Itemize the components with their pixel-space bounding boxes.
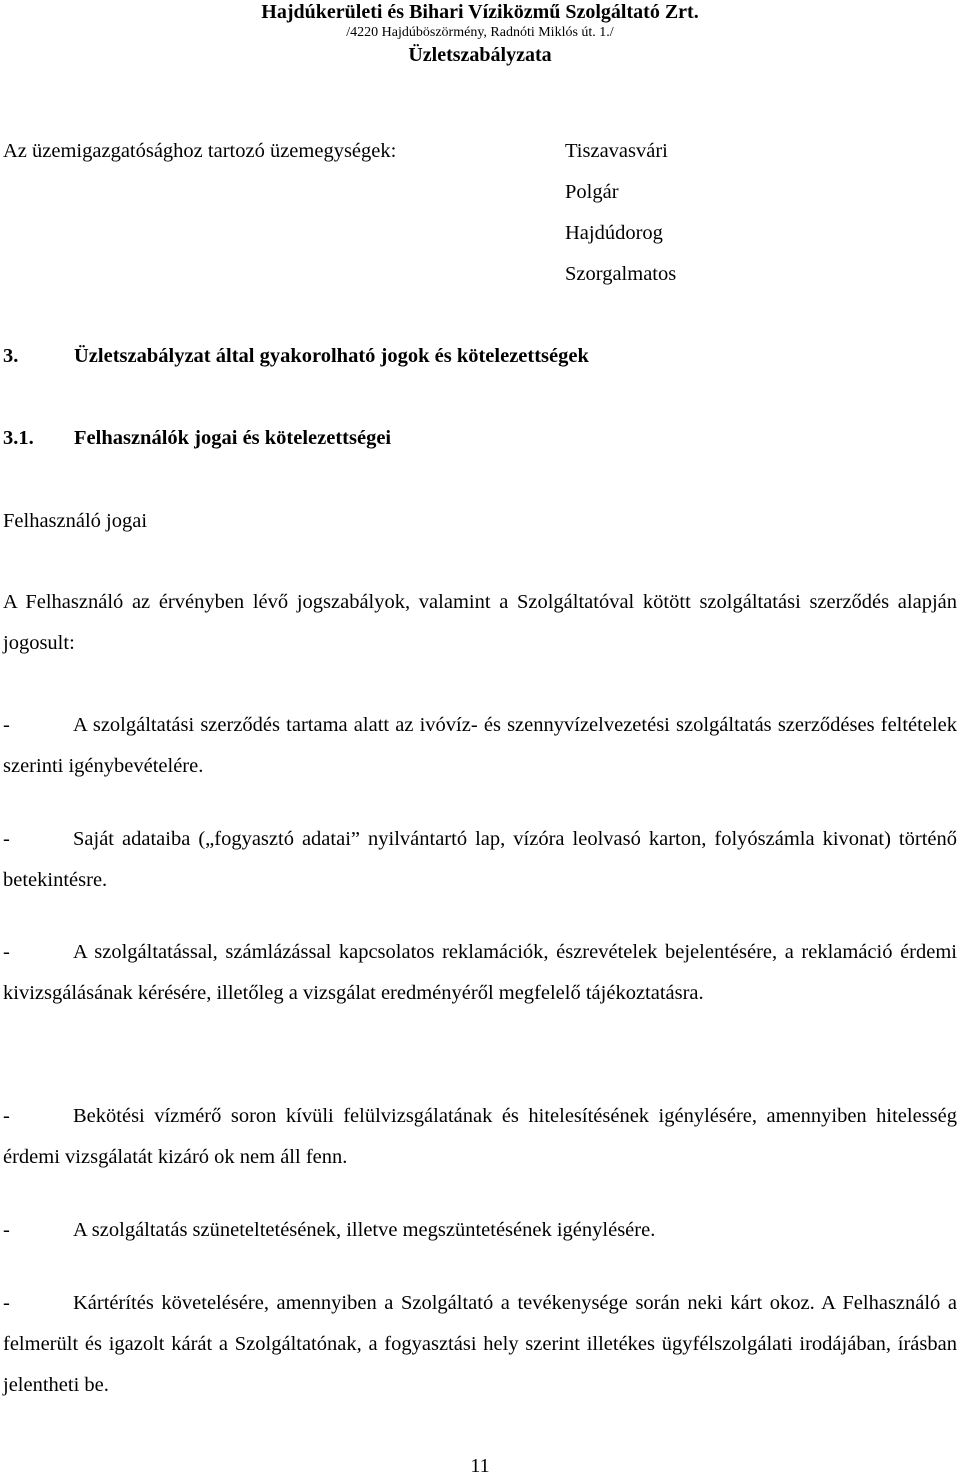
unit-item: Szorgalmatos bbox=[565, 263, 677, 285]
list-item bbox=[3, 932, 957, 1014]
list-item bbox=[3, 1210, 957, 1251]
section-3-1-title: Felhasználók jogai és kötelezettségei bbox=[74, 427, 392, 449]
list-dash: - bbox=[3, 828, 10, 850]
page-number: 11 bbox=[470, 1455, 490, 1477]
intro-text: A Felhasználó az érvényben lévő jogszabályok, valamint a Szolgáltatóval kötött szolgáltatási szerződés alapján jogosult: bbox=[3, 591, 957, 654]
list-item-text: Kártérítés követelésére, amennyiben a Szolgáltató a tevékenysége során neki kárt okoz. A Felhasználó a felmerült és igazolt kárát a Szolgáltatónak, a fogyasztási hely szerint illetékes ügyfélszolgálati irodájában, írásban jelentheti be. bbox=[3, 1292, 957, 1396]
list-item-text: A szolgáltatás szüneteltetésének, illetve megszüntetésének igénylésére. bbox=[73, 1219, 656, 1241]
unit-item: Hajdúdorog bbox=[565, 222, 663, 244]
list-item bbox=[3, 819, 957, 901]
section-3-title: Üzletszabályzat által gyakorolható jogok és kötelezettségek bbox=[74, 345, 589, 367]
list-dash: - bbox=[3, 1219, 10, 1241]
list-dash: - bbox=[3, 714, 10, 736]
units-label: Az üzemigazgatósághoz tartozó üzemegységek: bbox=[3, 140, 397, 162]
subheading: Felhasználó jogai bbox=[3, 510, 148, 532]
list-item bbox=[3, 1096, 957, 1178]
list-item-text: A szolgáltatási szerződés tartama alatt az ivóvíz- és szennyvízelvezetési szolgáltatás szerződéses feltételek szerinti igénybevételére. bbox=[3, 714, 957, 777]
unit-item: Tiszavasvári bbox=[565, 140, 668, 162]
company-address: /4220 Hajdúböszörmény, Radnóti Miklós út. 1./ bbox=[346, 25, 614, 40]
document-title: Üzletszabályzata bbox=[408, 44, 552, 66]
list-item-text: Bekötési vízmérő soron kívüli felülvizsgálatának és hitelesítésének igénylésére, amennyiben hitelesség érdemi vizsgálatát kizáró ok nem áll fenn. bbox=[3, 1105, 957, 1168]
intro-paragraph bbox=[3, 582, 957, 664]
list-item bbox=[3, 705, 957, 787]
list-dash: - bbox=[3, 1292, 10, 1314]
list-dash: - bbox=[3, 941, 10, 963]
list-item-text: Saját adataiba („fogyasztó adatai” nyilvántartó lap, vízóra leolvasó karton, folyószámla kivonat) történő betekintésre. bbox=[3, 828, 957, 891]
list-item-text: A szolgáltatással, számlázással kapcsolatos reklamációk, észrevételek bejelentésére, a reklamáció érdemi kivizsgálásának kérésére, illetőleg a vizsgálat eredményéről megfelelő tájékoztatásra. bbox=[3, 941, 957, 1004]
section-3-number: 3. bbox=[3, 345, 19, 367]
section-3-1-number: 3.1. bbox=[3, 427, 34, 449]
company-name: Hajdúkerületi és Bihari Víziközmű Szolgáltató Zrt. bbox=[261, 1, 699, 23]
list-item bbox=[3, 1283, 957, 1406]
list-dash: - bbox=[3, 1105, 10, 1127]
unit-item: Polgár bbox=[565, 181, 619, 203]
